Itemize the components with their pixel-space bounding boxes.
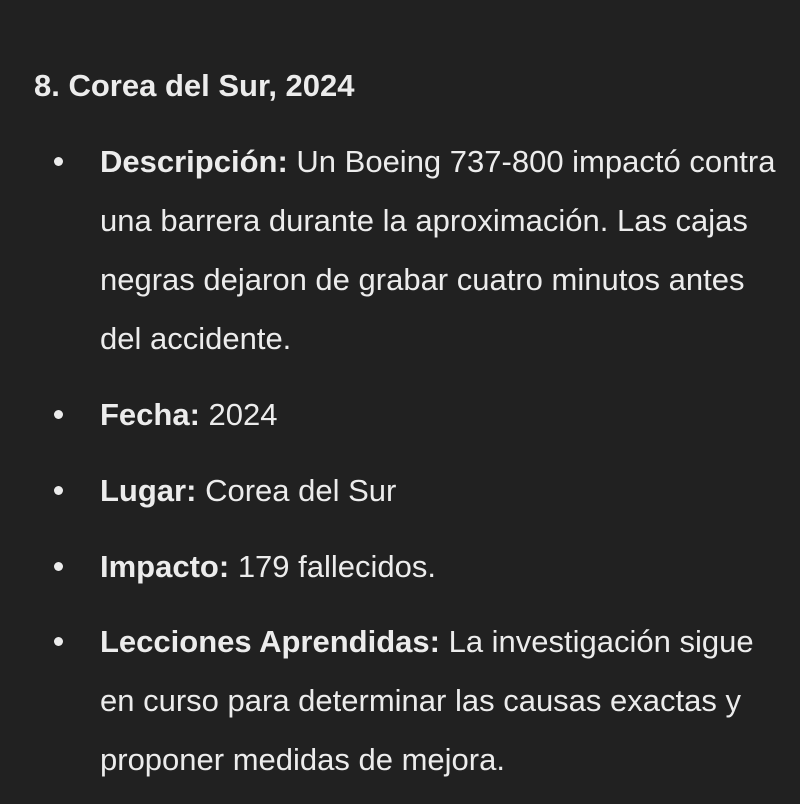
bullet-dot-icon (54, 157, 63, 166)
list-item-value: 179 fallecidos. (237, 549, 436, 584)
section-heading: 8. Corea del Sur, 2024 (34, 68, 355, 103)
list-item-label: Impacto: (100, 549, 230, 584)
list-item-label: Lugar: (100, 473, 197, 508)
list-item-text (100, 385, 780, 444)
list-item-value: Un Boeing 737-800 impactó contra una barrera durante la aproximación. Las cajas negras dejaron de grabar cuatro minutos antes del accidente. (100, 144, 776, 356)
list-item-text (100, 132, 780, 368)
list-item-text (100, 537, 780, 596)
list-item-text (100, 461, 780, 520)
list-item-label: Lecciones Aprendidas: (100, 624, 440, 659)
list-item-value: La investigación sigue en curso para determinar las causas exactas y proponer medidas de mejora. (100, 624, 754, 777)
list-item-value: 2024 (208, 397, 278, 432)
bullet-dot-icon (54, 562, 63, 571)
bullet-dot-icon (54, 637, 63, 646)
list-item-value: Corea del Sur (205, 473, 397, 508)
list-item-label: Descripción: (100, 144, 288, 179)
list-item-text (100, 612, 780, 789)
bullet-dot-icon (54, 486, 63, 495)
list-item-label: Fecha: (100, 397, 200, 432)
bullet-dot-icon (54, 410, 63, 419)
